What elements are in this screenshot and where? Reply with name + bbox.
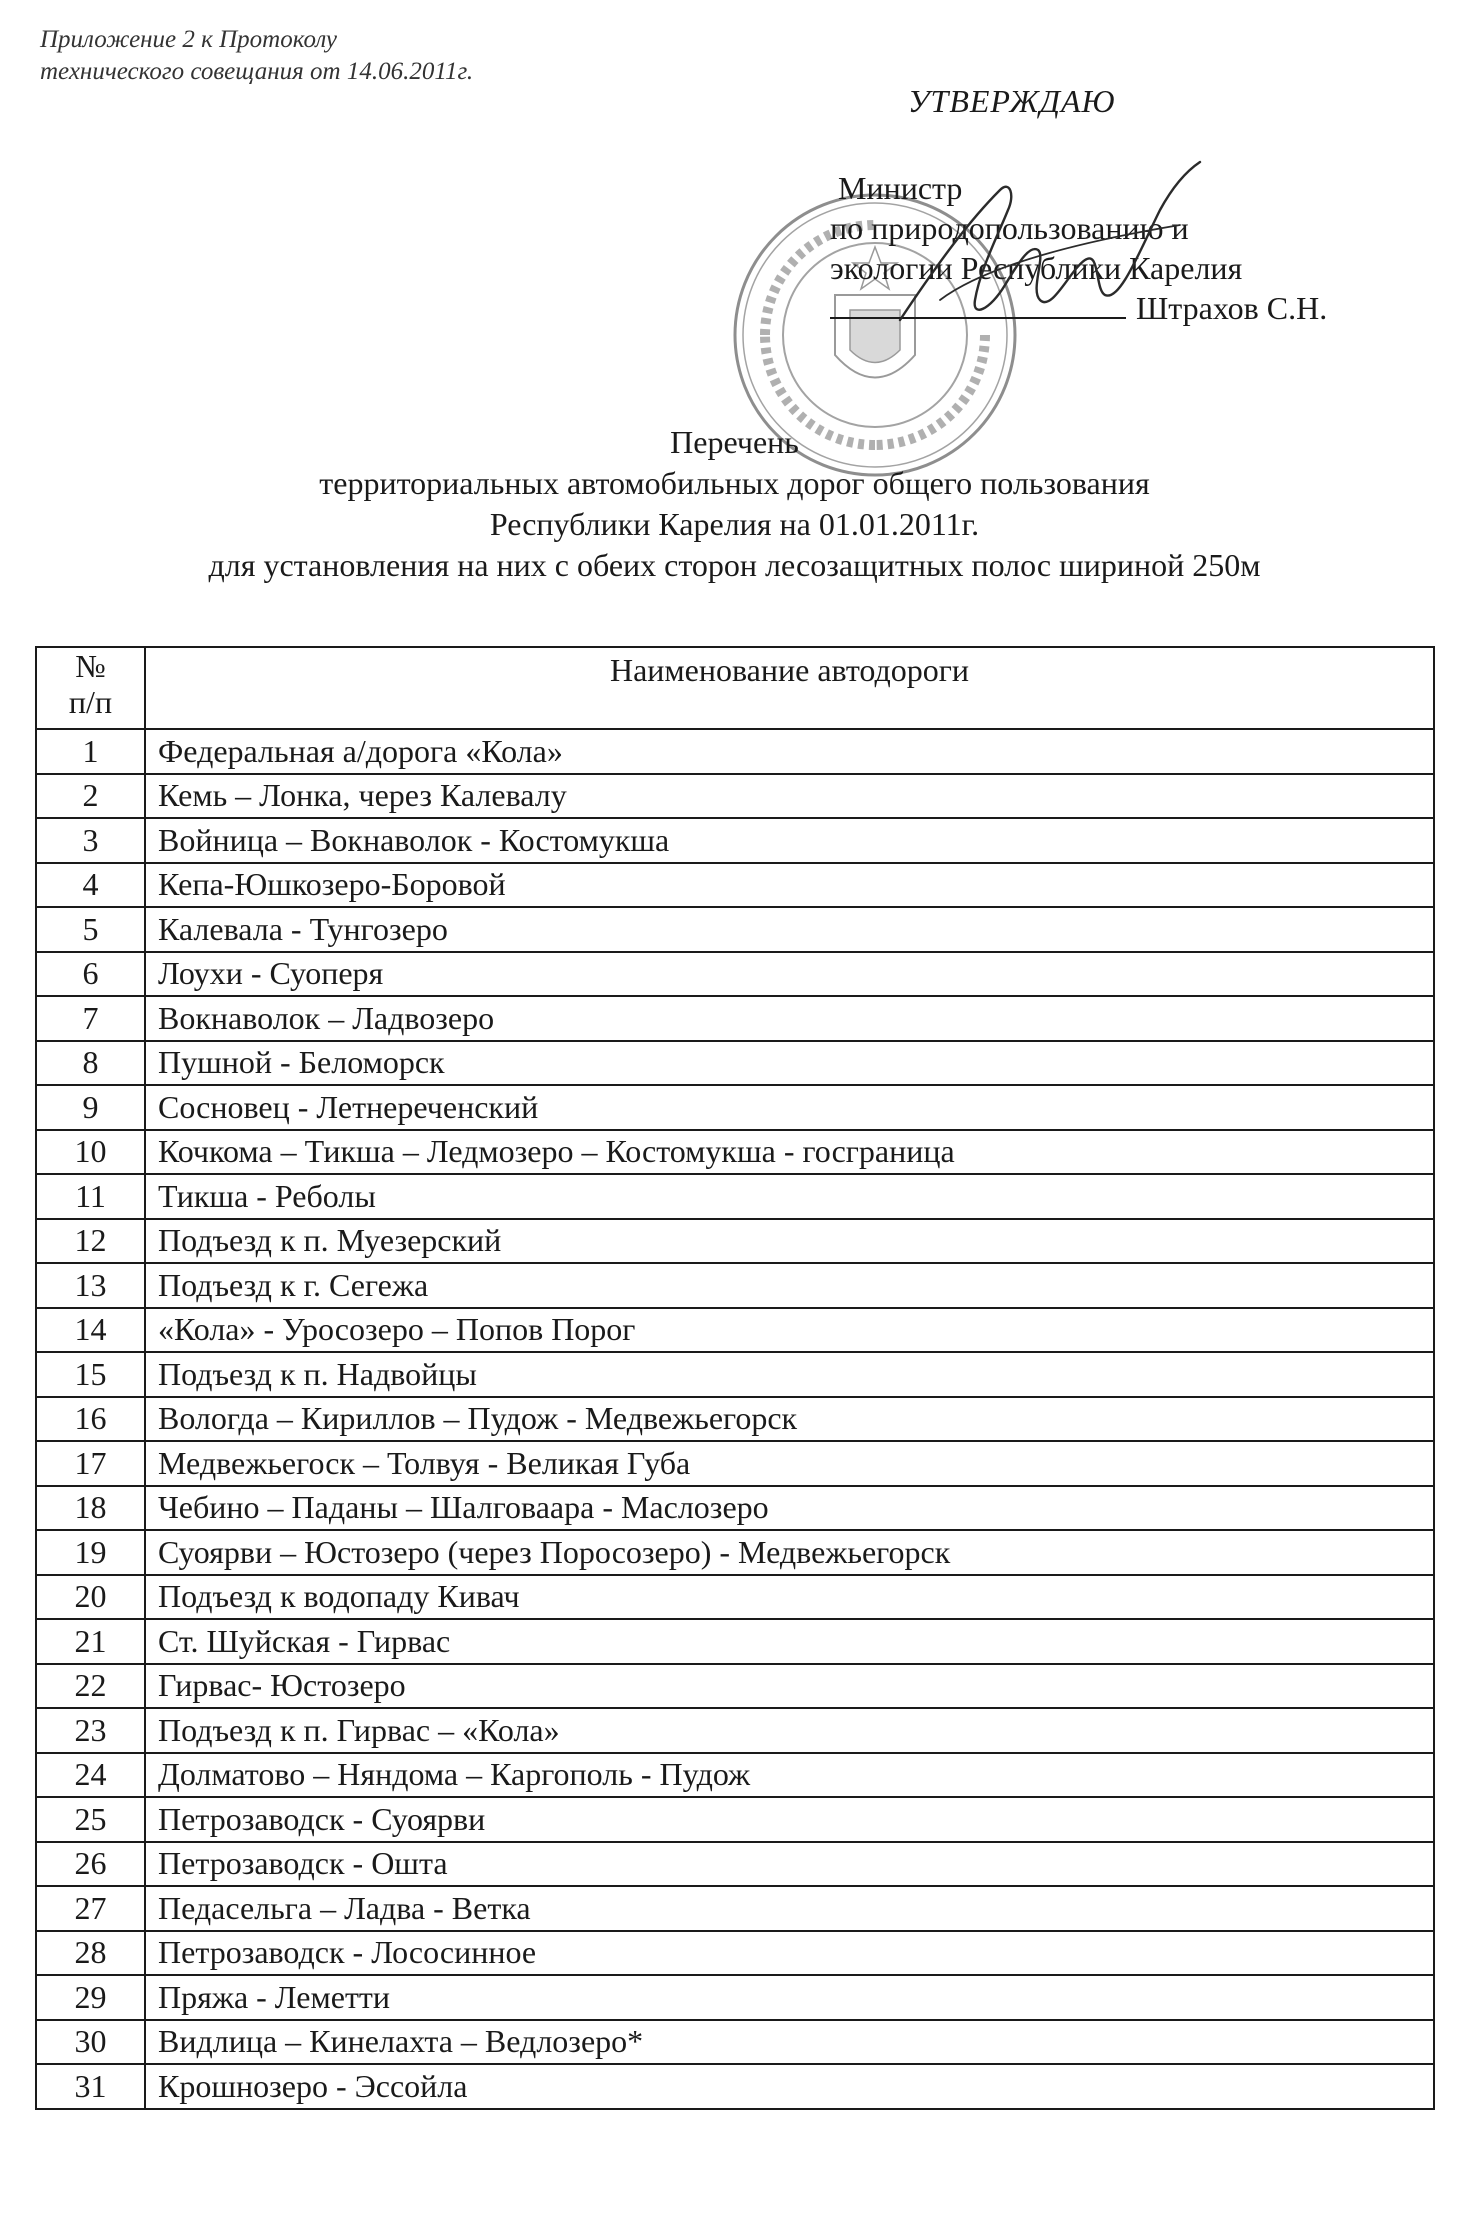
column-header-road-name: Наименование автодороги xyxy=(145,647,1434,729)
road-name: Петрозаводск - Лососинное xyxy=(145,1931,1434,1976)
table-row xyxy=(36,1708,1434,1753)
row-number: 12 xyxy=(36,1219,145,1264)
row-number: 26 xyxy=(36,1842,145,1887)
road-name: Петрозаводск - Суоярви xyxy=(145,1797,1434,1842)
row-number: 18 xyxy=(36,1486,145,1531)
road-name: Видлица – Кинелахта – Ведлозеро* xyxy=(145,2020,1434,2065)
road-name: Вокнаволок – Ладвозеро xyxy=(145,996,1434,1041)
table-row xyxy=(36,952,1434,997)
table-row xyxy=(36,996,1434,1041)
row-number: 17 xyxy=(36,1441,145,1486)
road-name: Долматово – Няндома – Каргополь - Пудож xyxy=(145,1753,1434,1798)
annex-line-2: технического совещания от 14.06.2011г. xyxy=(40,58,474,85)
approver-title: Министр xyxy=(838,170,963,206)
road-name: Войница – Вокнаволок - Костомукша xyxy=(145,818,1434,863)
road-name: Кепа-Юшкозеро-Боровой xyxy=(145,863,1434,908)
table-row xyxy=(36,1174,1434,1219)
row-number: 20 xyxy=(36,1575,145,1620)
table-row xyxy=(36,1575,1434,1620)
heading-line-1: Перечень xyxy=(670,424,799,460)
table-row xyxy=(36,1842,1434,1887)
table-row xyxy=(36,1664,1434,1709)
road-name: Суоярви – Юстозеро (через Поросозеро) - Медвежьегорск xyxy=(145,1530,1434,1575)
roads-table xyxy=(35,646,1435,2110)
row-number: 8 xyxy=(36,1041,145,1086)
row-number: 5 xyxy=(36,907,145,952)
table-row xyxy=(36,1085,1434,1130)
table-row xyxy=(36,1753,1434,1798)
row-number: 19 xyxy=(36,1530,145,1575)
table-row xyxy=(36,774,1434,819)
row-number: 29 xyxy=(36,1975,145,2020)
road-name: Пряжа - Леметти xyxy=(145,1975,1434,2020)
annex-note xyxy=(40,24,473,88)
road-name: Подъезд к п. Муезерский xyxy=(145,1219,1434,1264)
road-name: Кочкома – Тикша – Ледмозеро – Костомукша - госграница xyxy=(145,1130,1434,1175)
document-heading xyxy=(0,422,1469,586)
table-header-row xyxy=(36,647,1434,729)
column-header-number xyxy=(36,647,145,729)
row-number: 1 xyxy=(36,729,145,774)
table-row xyxy=(36,1308,1434,1353)
road-name: «Кола» - Уросозеро – Попов Порог xyxy=(145,1308,1434,1353)
road-name: Крошнозеро - Эссойла xyxy=(145,2064,1434,2109)
road-name: Подъезд к п. Гирвас – «Кола» xyxy=(145,1708,1434,1753)
row-number: 31 xyxy=(36,2064,145,2109)
table-row xyxy=(36,818,1434,863)
table-row xyxy=(36,1886,1434,1931)
heading-line-3: Республики Карелия на 01.01.2011г. xyxy=(489,506,980,542)
road-name: Тикша - Реболы xyxy=(145,1174,1434,1219)
table-row xyxy=(36,1263,1434,1308)
road-name: Подъезд к водопаду Кивач xyxy=(145,1575,1434,1620)
table-row xyxy=(36,1397,1434,1442)
column-header-number-line-2: п/п xyxy=(68,684,113,720)
row-number: 28 xyxy=(36,1931,145,1976)
row-number: 30 xyxy=(36,2020,145,2065)
table-row xyxy=(36,907,1434,952)
row-number: 2 xyxy=(36,774,145,819)
column-header-number-line-1: № xyxy=(75,648,106,684)
road-name: Петрозаводск - Ошта xyxy=(145,1842,1434,1887)
table-row xyxy=(36,1441,1434,1486)
row-number: 21 xyxy=(36,1619,145,1664)
row-number: 3 xyxy=(36,818,145,863)
table-row xyxy=(36,1797,1434,1842)
row-number: 16 xyxy=(36,1397,145,1442)
row-number: 13 xyxy=(36,1263,145,1308)
row-number: 4 xyxy=(36,863,145,908)
road-name: Ст. Шуйская - Гирвас xyxy=(145,1619,1434,1664)
road-name: Федеральная а/дорога «Кола» xyxy=(145,729,1434,774)
table-row xyxy=(36,2020,1434,2065)
approver-ministry: по природопользованию и xyxy=(830,210,1189,246)
row-number: 23 xyxy=(36,1708,145,1753)
road-name: Подъезд к п. Надвойцы xyxy=(145,1352,1434,1397)
table-row xyxy=(36,1931,1434,1976)
approver-ministry-2: экологии Республики Карелия xyxy=(830,250,1243,286)
road-name: Гирвас- Юстозеро xyxy=(145,1664,1434,1709)
road-name: Чебино – Паданы – Шалговаара - Маслозеро xyxy=(145,1486,1434,1531)
table-row xyxy=(36,1530,1434,1575)
table-row xyxy=(36,2064,1434,2109)
row-number: 10 xyxy=(36,1130,145,1175)
annex-line-1: Приложение 2 к Протоколу xyxy=(40,26,337,53)
road-name: Подъезд к г. Сегежа xyxy=(145,1263,1434,1308)
row-number: 22 xyxy=(36,1664,145,1709)
row-number: 24 xyxy=(36,1753,145,1798)
road-name: Пушной - Беломорск xyxy=(145,1041,1434,1086)
table-row xyxy=(36,1486,1434,1531)
handwritten-signature xyxy=(880,150,1210,350)
row-number: 9 xyxy=(36,1085,145,1130)
table-row xyxy=(36,1219,1434,1264)
row-number: 7 xyxy=(36,996,145,1041)
row-number: 14 xyxy=(36,1308,145,1353)
table-row xyxy=(36,863,1434,908)
row-number: 11 xyxy=(36,1174,145,1219)
row-number: 15 xyxy=(36,1352,145,1397)
road-name: Вологда – Кириллов – Пудож - Медвежьегорск xyxy=(145,1397,1434,1442)
approval-label: УТВЕРЖДАЮ xyxy=(908,83,1116,119)
heading-line-4: для установления на них с обеих сторон лесозащитных полос шириной 250м xyxy=(208,547,1261,583)
road-name: Кемь – Лонка, через Калевалу xyxy=(145,774,1434,819)
road-name: Лоухи - Суоперя xyxy=(145,952,1434,997)
table-row xyxy=(36,729,1434,774)
road-name: Медвежьегоск – Толвуя - Великая Губа xyxy=(145,1441,1434,1486)
road-name: Педасельга – Ладва - Ветка xyxy=(145,1886,1434,1931)
table-row xyxy=(36,1975,1434,2020)
table-row xyxy=(36,1619,1434,1664)
road-name: Сосновец - Летнереченский xyxy=(145,1085,1434,1130)
table-row xyxy=(36,1041,1434,1086)
road-name: Калевала - Тунгозеро xyxy=(145,907,1434,952)
heading-line-2: территориальных автомобильных дорог общего пользования xyxy=(319,465,1150,501)
row-number: 27 xyxy=(36,1886,145,1931)
row-number: 6 xyxy=(36,952,145,997)
signer-name: Штрахов С.Н. xyxy=(1136,290,1328,326)
table-row xyxy=(36,1352,1434,1397)
row-number: 25 xyxy=(36,1797,145,1842)
table-row xyxy=(36,1130,1434,1175)
